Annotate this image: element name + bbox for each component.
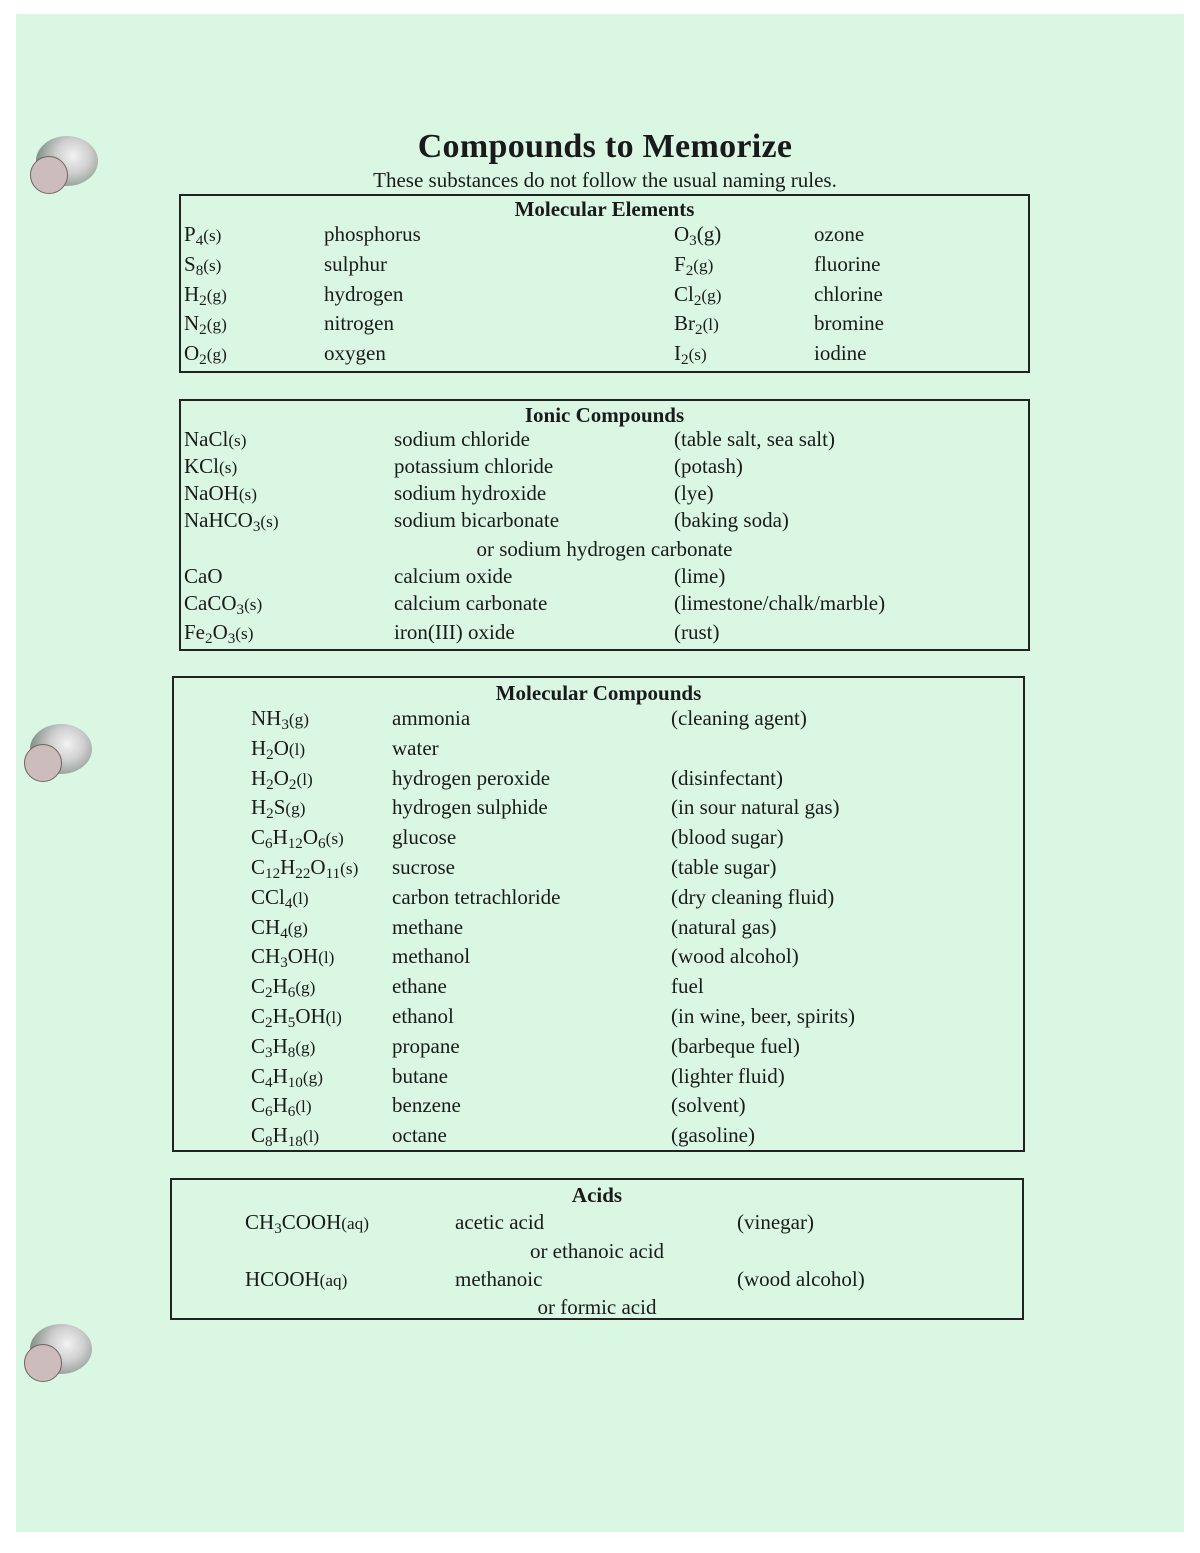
formula-text: $O_3(g)$ — [674, 222, 722, 250]
compound-note: (gasoline) — [671, 1123, 755, 1148]
compound-name: acetic acid — [455, 1210, 545, 1234]
compound-name: sodium hydroxide — [394, 481, 547, 505]
compound-formula — [251, 795, 305, 823]
formula-text: $H_2S(g)$ — [251, 795, 306, 823]
formula-text: $C_2H_6(g)$ — [251, 974, 316, 1002]
formula-text: $C_6H_{12}O_6(s)$ — [251, 825, 344, 853]
compound-note: fuel — [671, 974, 704, 999]
compound-name: methanoic — [455, 1267, 543, 1291]
formula-text: $Cl_2(g)$ — [674, 281, 722, 309]
compound-name: octane — [392, 1123, 447, 1148]
compound-name: glucose — [392, 825, 457, 850]
compound-note: (blood sugar) — [671, 825, 784, 850]
compound-name: sucrose — [392, 855, 455, 879]
compound-formula — [184, 620, 253, 648]
compound-formula — [251, 855, 358, 883]
formula-text: $O_2(g)$ — [184, 341, 227, 369]
compound-formula — [251, 944, 334, 972]
compound-note: (dry cleaning fluid) — [671, 884, 835, 909]
compound-name: methane — [392, 914, 464, 939]
formula-text: $H_2(g)$ — [184, 281, 227, 309]
formula-text: $C_{12}H_{22}O_{11}(s)$ — [251, 855, 359, 883]
formula-text: $CH_4(g)$ — [251, 914, 308, 942]
page-subtitle: These substances do not follow the usual naming rules. — [373, 168, 837, 192]
compound-formula — [184, 282, 227, 310]
compound-name: sodium bicarbonate — [394, 508, 560, 532]
element-name: fluorine — [814, 251, 881, 276]
alternate-name: or sodium hydrogen carbonate — [476, 537, 733, 561]
compound-formula — [251, 736, 305, 764]
compound-formula — [674, 341, 707, 369]
molecular-elements-box — [179, 194, 1030, 373]
formula-text: $N_2(g)$ — [184, 311, 227, 339]
compound-name: calcium carbonate — [394, 591, 548, 615]
compound-note: (baking soda) — [674, 508, 789, 532]
compound-note: (table salt, sea salt) — [674, 427, 835, 451]
formula-text: $C_4H_{10}(g)$ — [251, 1063, 323, 1091]
compound-formula — [251, 885, 309, 913]
compound-formula — [184, 454, 237, 479]
compound-note: (lye) — [674, 481, 714, 505]
compound-formula — [251, 1004, 342, 1032]
compound-formula — [674, 252, 713, 280]
compound-name: ethane — [392, 974, 447, 999]
compound-formula — [251, 974, 315, 1002]
compound-formula — [251, 1064, 323, 1092]
formula-text: $Br_2(l)$ — [674, 311, 719, 339]
compound-formula — [251, 1034, 315, 1062]
formula-text: CCl$_4$(l) — [251, 884, 309, 913]
molecular-compounds-box — [172, 676, 1025, 1152]
compound-name: potassium chloride — [394, 454, 554, 478]
formula-text: NaHCO$_3$(s) — [184, 508, 279, 536]
compound-formula — [251, 1123, 319, 1151]
binder-hole-icon — [30, 724, 92, 774]
formula-text: NaCl(s) — [184, 427, 247, 451]
compound-formula — [251, 825, 344, 853]
compound-formula — [674, 282, 721, 310]
compound-formula — [184, 481, 257, 506]
formula-text: $F_2(g)$ — [674, 251, 714, 280]
compound-name: propane — [392, 1033, 460, 1058]
formula-text: $H_2O_2(l)$ — [251, 765, 313, 793]
element-name: ozone — [814, 222, 865, 246]
compound-note: (solvent) — [671, 1093, 746, 1118]
compound-formula — [184, 564, 223, 589]
compound-formula — [251, 706, 309, 734]
compound-name: ethanol — [392, 1004, 454, 1028]
compound-note: (potash) — [674, 454, 743, 478]
binder-hole-icon — [30, 1324, 92, 1374]
section-heading: Ionic Compounds — [524, 403, 685, 427]
element-name: nitrogen — [324, 311, 394, 336]
compound-name: hydrogen peroxide — [392, 765, 551, 790]
compound-note: (cleaning agent) — [671, 706, 807, 730]
element-name: chlorine — [814, 281, 883, 306]
compound-note: (lighter fluid) — [671, 1063, 785, 1088]
compound-name: calcium oxide — [394, 564, 513, 588]
compound-formula — [184, 508, 279, 536]
compound-formula — [184, 311, 227, 339]
compound-formula — [245, 1210, 369, 1238]
compound-note: (wood alcohol) — [671, 944, 799, 969]
ionic-compounds-box — [179, 399, 1030, 651]
compound-formula — [184, 427, 246, 452]
compound-name: ammonia — [392, 706, 471, 730]
compound-formula — [184, 252, 221, 280]
compound-formula — [251, 915, 308, 943]
formula-text: CaO — [184, 564, 223, 588]
compound-note: (in sour natural gas) — [671, 795, 840, 820]
formula-text: $C_2H_5OH(l)$ — [251, 1004, 342, 1032]
acids-box — [170, 1178, 1024, 1320]
compound-note: (natural gas) — [671, 914, 777, 939]
page-title: Compounds to Memorize — [417, 128, 793, 165]
formula-text: $P_4(s)$ — [184, 222, 222, 250]
formula-text: $C_3H_8(g)$ — [251, 1033, 316, 1062]
formula-text: CaCO$_3$(s) — [184, 591, 263, 619]
formula-text: $CH_3COOH(aq)$ — [245, 1210, 369, 1238]
formula-text: $H_2O(l)$ — [251, 735, 306, 764]
section-heading: Molecular Compounds — [495, 681, 702, 705]
formula-text: $C_6H_6(l)$ — [251, 1093, 312, 1121]
compound-formula — [251, 1093, 312, 1121]
compound-formula — [184, 341, 227, 369]
element-name: hydrogen — [324, 281, 404, 306]
formula-text: $CH_3OH(l)$ — [251, 944, 335, 972]
section-heading: Acids — [571, 1183, 623, 1207]
compound-name: benzene — [392, 1093, 461, 1118]
formula-text: $Fe_2O_3(s)$ — [184, 620, 254, 648]
compound-note: (in wine, beer, spirits) — [671, 1004, 856, 1028]
compound-name: iron(III) oxide — [394, 620, 515, 644]
formula-text: $NH_3(g)$ — [251, 706, 309, 734]
compound-name: butane — [392, 1063, 448, 1088]
compound-note: (table sugar) — [671, 855, 777, 879]
compound-formula — [674, 222, 721, 250]
compound-formula — [245, 1267, 347, 1292]
compound-formula — [251, 766, 313, 794]
compound-note: (disinfectant) — [671, 765, 783, 790]
element-name: sulphur — [324, 251, 387, 276]
compound-name: hydrogen sulphide — [392, 795, 548, 820]
compound-formula — [184, 591, 262, 619]
formula-text: $S_8(s)$ — [184, 251, 222, 280]
element-name: oxygen — [324, 341, 386, 366]
compound-name: sodium chloride — [394, 427, 530, 451]
compound-formula — [674, 311, 719, 339]
formula-text: KCl(s) — [184, 454, 238, 478]
compound-name: methanol — [392, 944, 471, 969]
section-heading: Molecular Elements — [514, 197, 695, 221]
compound-note: (limestone/chalk/marble) — [674, 591, 886, 615]
alternate-name: or formic acid — [537, 1295, 657, 1319]
element-name: iodine — [814, 341, 867, 366]
compound-note: (lime) — [674, 564, 726, 588]
element-name: bromine — [814, 311, 884, 336]
element-name: phosphorus — [324, 222, 421, 246]
alternate-name: or ethanoic acid — [529, 1239, 665, 1263]
compound-note: (barbeque fuel) — [671, 1033, 800, 1058]
compound-formula — [184, 222, 221, 250]
compound-name: carbon tetrachloride — [392, 884, 561, 909]
compound-note: (rust) — [674, 620, 720, 644]
formula-text: $I_2(s)$ — [674, 341, 707, 369]
formula-text: NaOH(s) — [184, 481, 257, 505]
formula-text: HCOOH(aq) — [245, 1267, 348, 1291]
compound-name: water — [392, 735, 439, 760]
formula-text: $C_8H_{18}(l)$ — [251, 1123, 320, 1151]
compound-note: (vinegar) — [737, 1210, 814, 1234]
compound-note: (wood alcohol) — [737, 1267, 865, 1291]
